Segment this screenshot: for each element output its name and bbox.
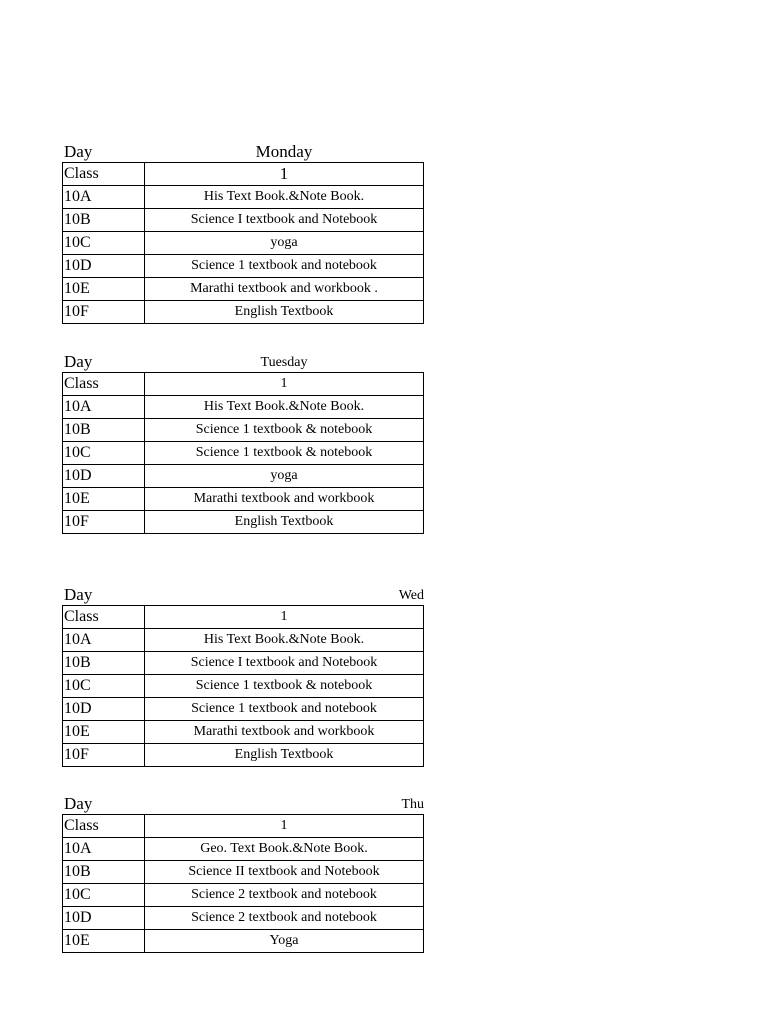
day-name: Tuesday	[260, 355, 308, 370]
table-row	[63, 629, 424, 652]
table-row	[63, 744, 424, 767]
day-name: Wed	[398, 588, 424, 603]
table-row	[63, 465, 424, 488]
schedule-header	[62, 350, 424, 372]
schedule-monday	[62, 140, 424, 324]
class-cell: 10D	[63, 698, 145, 721]
class-cell: 10A	[63, 186, 145, 209]
class-cell: 10C	[63, 442, 145, 465]
class-cell: 10B	[63, 861, 145, 884]
class-cell: 10C	[63, 232, 145, 255]
item-cell: Science I textbook and Notebook	[145, 652, 424, 675]
table-row	[63, 396, 424, 419]
schedule-wednesday	[62, 583, 424, 767]
item-cell: His Text Book.&Note Book.	[145, 629, 424, 652]
table-row	[63, 698, 424, 721]
table-header-row	[63, 373, 424, 396]
item-cell: Science 1 textbook and notebook	[145, 255, 424, 278]
class-cell: 10A	[63, 838, 145, 861]
item-cell: English Textbook	[145, 744, 424, 767]
item-cell: His Text Book.&Note Book.	[145, 396, 424, 419]
item-cell: His Text Book.&Note Book.	[145, 186, 424, 209]
item-cell: Science 1 textbook & notebook	[145, 675, 424, 698]
table-row	[63, 907, 424, 930]
schedule-thursday	[62, 792, 424, 953]
period-header: 1	[145, 606, 424, 629]
item-cell: Science I textbook and Notebook	[145, 209, 424, 232]
table-header-row	[63, 815, 424, 838]
item-cell: yoga	[145, 465, 424, 488]
table-header-row	[63, 606, 424, 629]
table-row	[63, 838, 424, 861]
class-header: Class	[63, 163, 145, 186]
table-row	[63, 442, 424, 465]
class-cell: 10D	[63, 255, 145, 278]
class-header: Class	[63, 606, 145, 629]
class-cell: 10F	[63, 301, 145, 324]
schedule-table	[62, 814, 424, 953]
day-name: Thu	[401, 797, 424, 812]
class-cell: 10B	[63, 419, 145, 442]
table-row	[63, 652, 424, 675]
day-label: Day	[64, 585, 93, 604]
class-cell: 10E	[63, 278, 145, 301]
item-cell: Science 2 textbook and notebook	[145, 884, 424, 907]
table-row	[63, 255, 424, 278]
table-row	[63, 861, 424, 884]
class-cell: 10E	[63, 721, 145, 744]
item-cell: Yoga	[145, 930, 424, 953]
period-header: 1	[145, 163, 424, 186]
schedule-table	[62, 162, 424, 324]
item-cell: Marathi textbook and workbook .	[145, 278, 424, 301]
class-cell: 10D	[63, 465, 145, 488]
table-row	[63, 301, 424, 324]
class-cell: 10A	[63, 396, 145, 419]
item-cell: Marathi textbook and workbook	[145, 721, 424, 744]
item-cell: Marathi textbook and workbook	[145, 488, 424, 511]
schedule-header	[62, 792, 424, 814]
table-row	[63, 930, 424, 953]
class-header: Class	[63, 373, 145, 396]
class-cell: 10C	[63, 675, 145, 698]
day-name: Monday	[255, 142, 313, 161]
class-cell: 10B	[63, 652, 145, 675]
day-label: Day	[64, 352, 93, 371]
schedule-header	[62, 583, 424, 605]
day-label: Day	[64, 142, 93, 161]
item-cell: yoga	[145, 232, 424, 255]
day-label: Day	[64, 794, 93, 813]
table-row	[63, 209, 424, 232]
table-header-row	[63, 163, 424, 186]
schedule-table	[62, 605, 424, 767]
schedule-tuesday	[62, 350, 424, 534]
class-cell: 10E	[63, 488, 145, 511]
item-cell: Science 1 textbook and notebook	[145, 698, 424, 721]
class-cell: 10F	[63, 744, 145, 767]
class-cell: 10A	[63, 629, 145, 652]
item-cell: Science 2 textbook and notebook	[145, 907, 424, 930]
item-cell: Science 1 textbook & notebook	[145, 419, 424, 442]
class-header: Class	[63, 815, 145, 838]
table-row	[63, 186, 424, 209]
schedule-header	[62, 140, 424, 162]
item-cell: Science 1 textbook & notebook	[145, 442, 424, 465]
item-cell: English Textbook	[145, 301, 424, 324]
table-row	[63, 721, 424, 744]
table-row	[63, 232, 424, 255]
period-header: 1	[145, 373, 424, 396]
class-cell: 10F	[63, 511, 145, 534]
table-row	[63, 884, 424, 907]
table-row	[63, 278, 424, 301]
table-row	[63, 419, 424, 442]
table-row	[63, 675, 424, 698]
schedule-table	[62, 372, 424, 534]
class-cell: 10E	[63, 930, 145, 953]
class-cell: 10C	[63, 884, 145, 907]
class-cell: 10B	[63, 209, 145, 232]
class-cell: 10D	[63, 907, 145, 930]
period-header: 1	[145, 815, 424, 838]
item-cell: Science II textbook and Notebook	[145, 861, 424, 884]
table-row	[63, 488, 424, 511]
item-cell: Geo. Text Book.&Note Book.	[145, 838, 424, 861]
item-cell: English Textbook	[145, 511, 424, 534]
table-row	[63, 511, 424, 534]
